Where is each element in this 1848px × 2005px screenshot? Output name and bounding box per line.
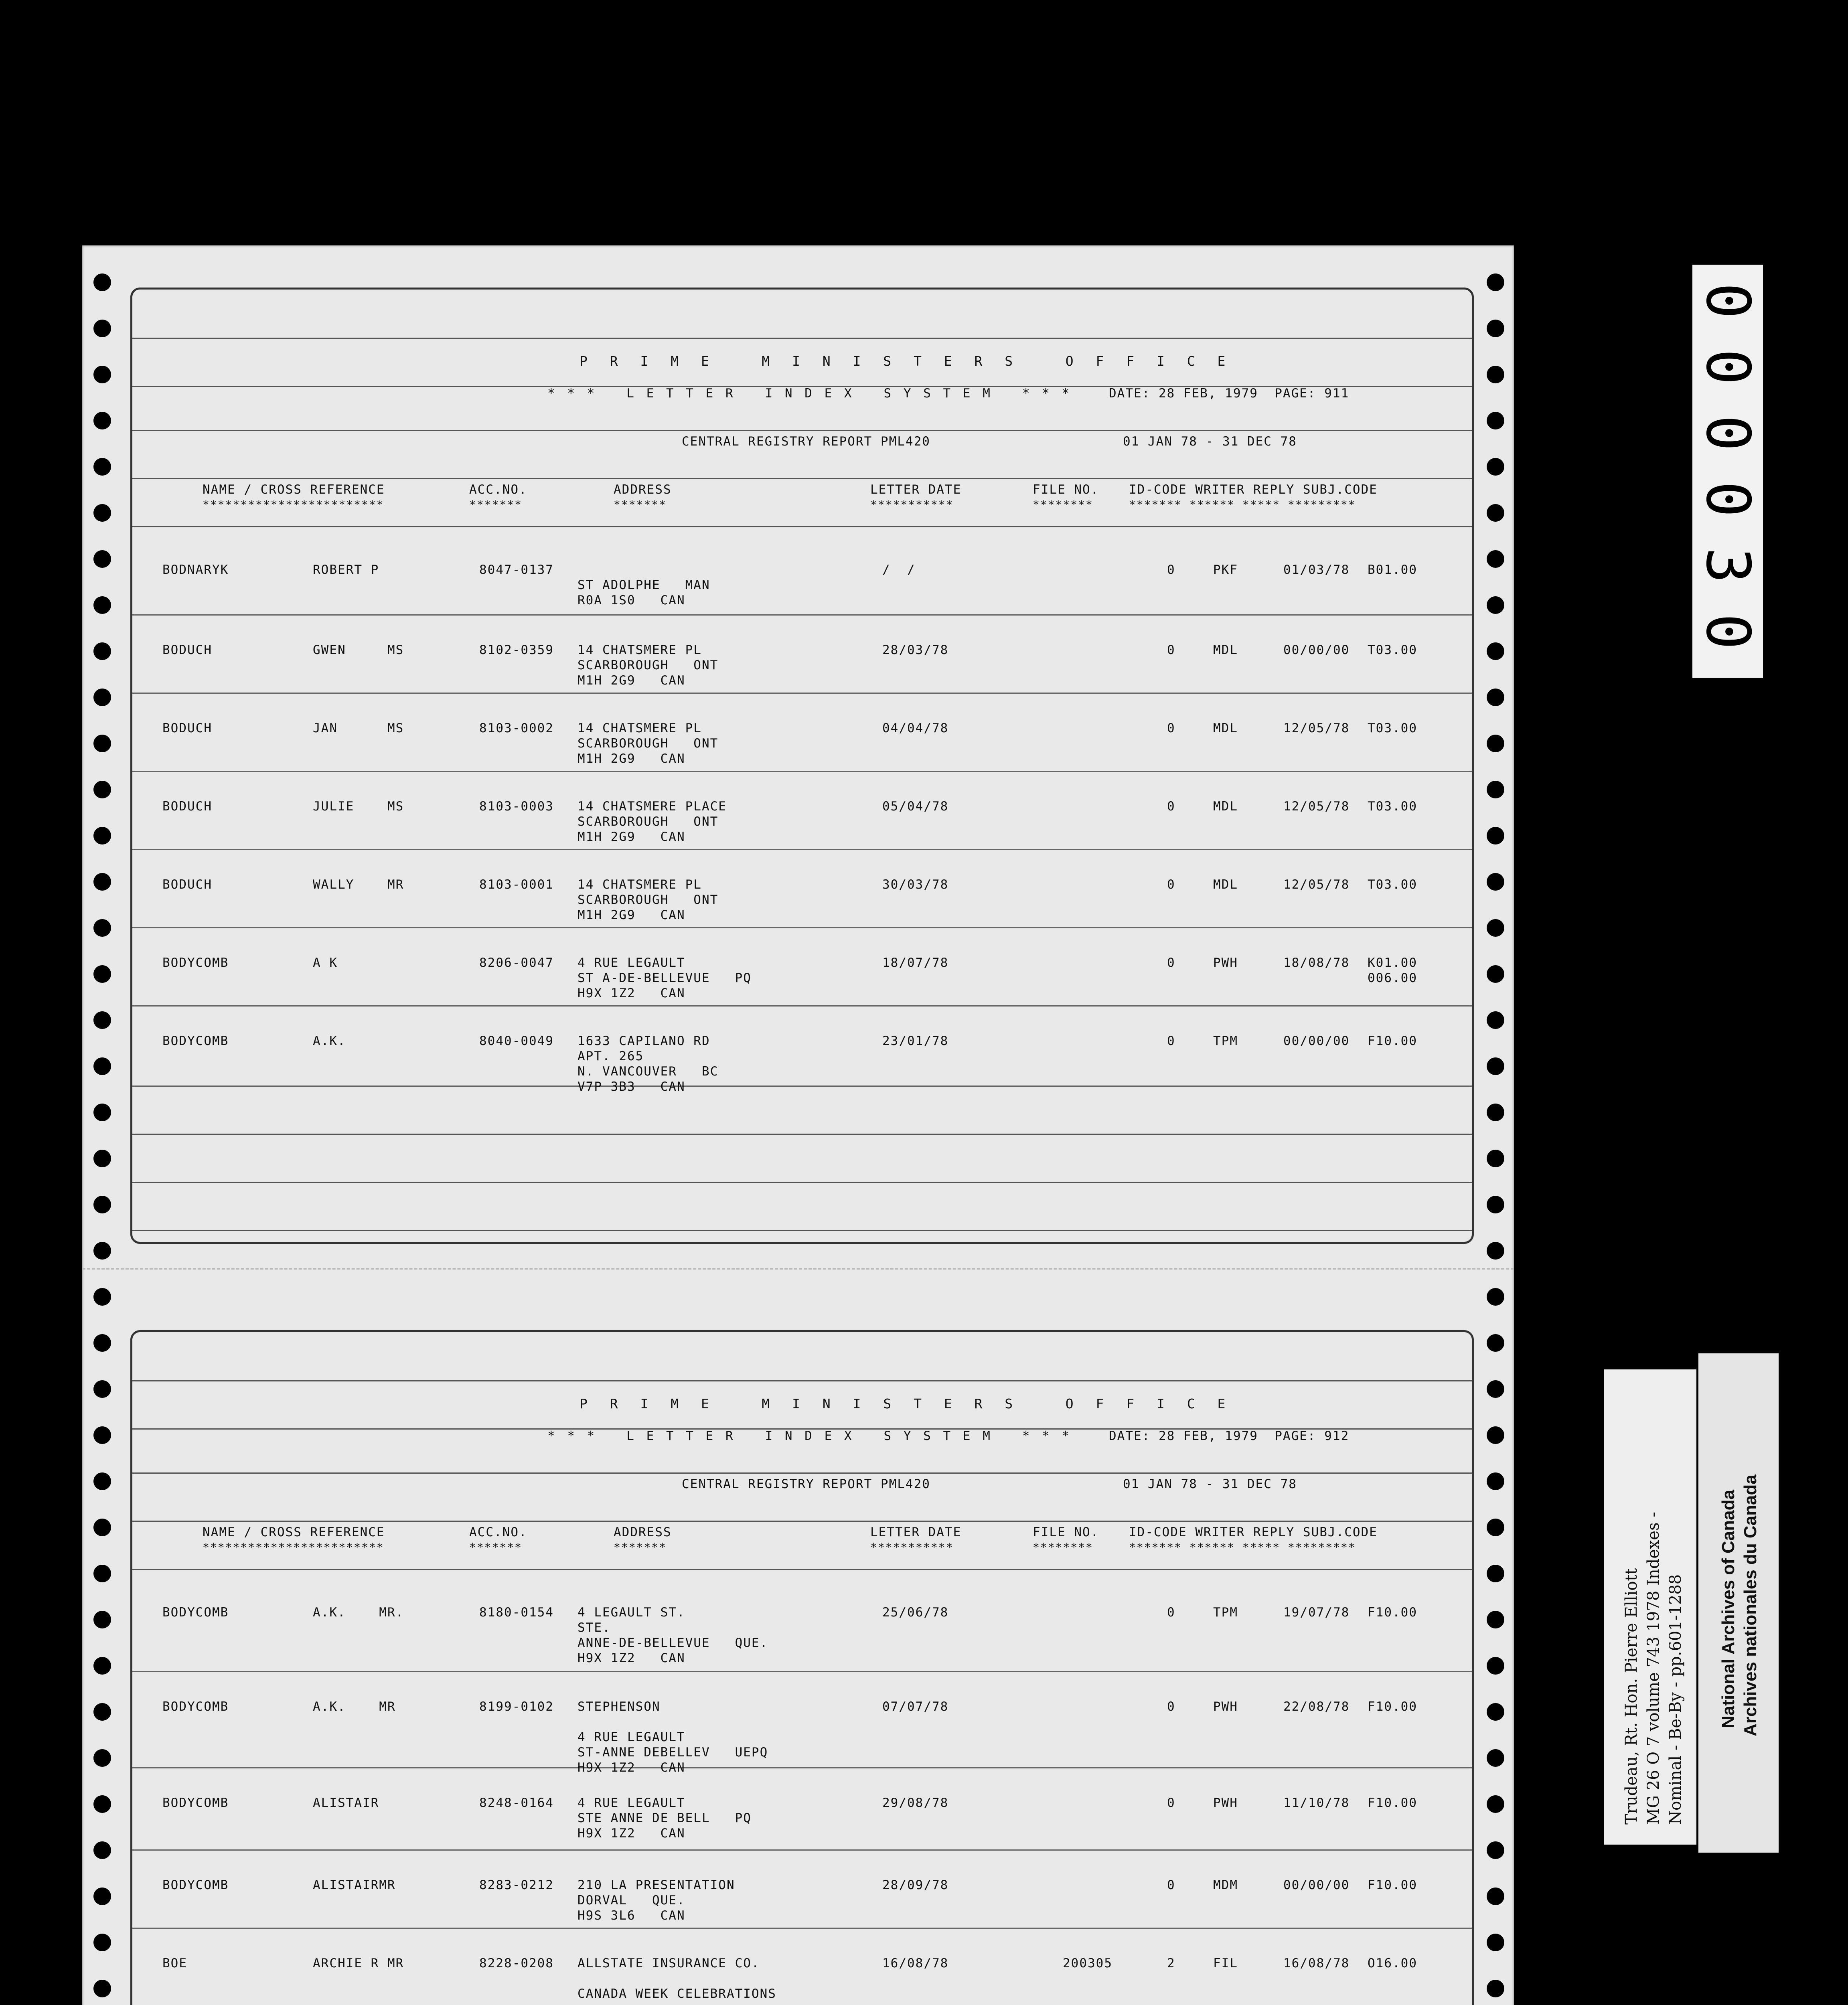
row-subj-code: T03.00 (1368, 643, 1417, 657)
row-writer: PWH (1213, 1699, 1238, 1714)
row-surname: BODNARYK (162, 563, 229, 577)
feed-hole (1487, 873, 1504, 891)
row-letter-date: 28/03/78 (882, 643, 949, 657)
row-writer: TPM (1213, 1605, 1238, 1620)
row-letter-date: 30/03/78 (882, 877, 949, 892)
feed-hole (1487, 1334, 1504, 1352)
row-address-line: 4 LEGAULT ST. (578, 1605, 685, 1620)
feed-hole (93, 689, 111, 706)
row-address-line: N. VANCOUVER BC (578, 1064, 719, 1079)
row-id-code: 0 (1167, 1605, 1175, 1620)
feed-hole (93, 1334, 111, 1352)
row-address-line: ALLSTATE INSURANCE CO. (578, 1956, 760, 1971)
feed-hole (93, 273, 111, 291)
row-given-name: WALLY MR (313, 877, 404, 892)
feed-hole (93, 781, 111, 798)
row-given-name: JULIE MS (313, 799, 404, 814)
row-writer: MDL (1213, 799, 1238, 814)
row-address-line: DORVAL QUE. (578, 1893, 685, 1908)
reference-line-1: Trudeau, Rt. Hon. Pierre Elliott (1622, 1568, 1641, 1825)
table-row (132, 1577, 1472, 1672)
row-acc-no: 8102-0359 (479, 643, 554, 657)
office-title: P R I M E M I N I S T E R S O F F I C E (580, 1396, 1233, 1412)
row-writer: PWH (1213, 956, 1238, 970)
feed-hole (93, 1565, 111, 1582)
col-stars-address: ******* (614, 498, 667, 511)
col-header-address: ADDRESS (614, 1525, 672, 1539)
feed-hole (93, 642, 111, 660)
col-stars-name: ************************ (203, 498, 384, 511)
feed-hole (1487, 1472, 1504, 1490)
table-row (132, 927, 1472, 1007)
row-subj-code: O16.00 (1368, 1956, 1417, 1971)
feed-hole (1487, 366, 1504, 383)
feed-hole (93, 412, 111, 429)
row-writer: MDL (1213, 643, 1238, 657)
feed-hole (1487, 1565, 1504, 1582)
row-subj-code: T03.00 (1368, 877, 1417, 892)
row-writer: PWH (1213, 1796, 1238, 1810)
row-id-code: 0 (1167, 956, 1175, 970)
feed-hole (1487, 735, 1504, 752)
feed-hole (1487, 965, 1504, 983)
reference-line-3: Nominal - Be-By - pp.601-1288 (1666, 1574, 1685, 1825)
row-surname: BODYCOMB (162, 1034, 229, 1048)
table-row (132, 771, 1472, 850)
archive-name-en: National Archives of Canada (1718, 1490, 1738, 1728)
row-address-line: 4 RUE LEGAULT (578, 1796, 685, 1810)
row-subj-code: F10.00 (1368, 1034, 1417, 1048)
row-reply-date: 00/00/00 (1283, 1878, 1350, 1892)
report-name: CENTRAL REGISTRY REPORT PML420 (682, 1477, 930, 1491)
row-address-line: ST-ANNE DEBELLEV UEPQ (578, 1745, 768, 1760)
row-id-code: 0 (1167, 1034, 1175, 1048)
row-address-line: M1H 2G9 CAN (578, 673, 685, 688)
row-address-line: STEPHENSON (578, 1699, 661, 1714)
col-stars-name: ************************ (203, 1541, 384, 1554)
row-given-name: A.K. MR (313, 1699, 396, 1714)
feed-hole (1487, 320, 1504, 337)
feed-hole (1487, 1288, 1504, 1306)
frame-digit: 3 (1693, 547, 1763, 584)
row-given-name: JAN MS (313, 721, 404, 735)
row-reply-date: 16/08/78 (1283, 1956, 1350, 1971)
col-stars-file: ******** (1033, 1541, 1093, 1554)
row-subj-code-2: 006.00 (1368, 971, 1417, 985)
row-address-line: 210 LA PRESENTATION (578, 1878, 735, 1892)
feed-hole (1487, 1795, 1504, 1813)
feed-hole (93, 1426, 111, 1444)
row-surname: BODUCH (162, 877, 212, 892)
row-given-name: ROBERT P (313, 563, 379, 577)
office-title: P R I M E M I N I S T E R S O F F I C E (580, 353, 1233, 369)
feed-hole (1487, 1703, 1504, 1721)
row-surname: BODUCH (162, 643, 212, 657)
archive-label (1698, 1353, 1779, 1853)
col-header-right: ID-CODE WRITER REPLY SUBJ.CODE (1129, 482, 1378, 497)
row-address-line: SCARBOROUGH ONT (578, 658, 719, 672)
frame-digit: 0 (1693, 348, 1763, 385)
table-row (132, 1849, 1472, 1929)
row-acc-no: 8103-0002 (479, 721, 554, 735)
row-letter-date: 04/04/78 (882, 721, 949, 735)
feed-hole (1487, 1934, 1504, 1951)
row-reply-date: 12/05/78 (1283, 721, 1350, 735)
col-header-right: ID-CODE WRITER REPLY SUBJ.CODE (1129, 1525, 1378, 1539)
row-subj-code: F10.00 (1368, 1796, 1417, 1810)
feed-hole (1487, 1519, 1504, 1536)
row-address-line: V7P 3B3 CAN (578, 1079, 685, 1094)
feed-hole (1487, 1242, 1504, 1260)
row-id-code: 0 (1167, 721, 1175, 735)
report-page-911 (130, 288, 1474, 1244)
col-header-letter-date: LETTER DATE (870, 482, 962, 497)
row-letter-date: 18/07/78 (882, 956, 949, 970)
row-id-code: 0 (1167, 1796, 1175, 1810)
row-id-code: 0 (1167, 563, 1175, 577)
col-header-file-no: FILE NO. (1033, 1525, 1099, 1539)
row-address-line: ST ADOLPHE MAN (578, 578, 710, 592)
row-address-line: M1H 2G9 CAN (578, 751, 685, 766)
row-reply-date: 12/05/78 (1283, 877, 1350, 892)
frame-digit: 0 (1693, 481, 1763, 518)
frame-digit: 0 (1693, 415, 1763, 452)
feed-hole (93, 1888, 111, 1905)
col-stars-right: ******* ****** ***** ********* (1129, 1541, 1356, 1554)
row-subj-code: F10.00 (1368, 1878, 1417, 1892)
feed-hole (93, 1380, 111, 1398)
feed-hole (93, 1472, 111, 1490)
col-header-address: ADDRESS (614, 482, 672, 497)
row-file-no: 200305 (1063, 1956, 1112, 1971)
table-row (132, 693, 1472, 772)
row-given-name: ALISTAIRMR (313, 1878, 396, 1892)
row-subj-code: K01.00 (1368, 956, 1417, 970)
report-period: 01 JAN 78 - 31 DEC 78 (1123, 1477, 1297, 1491)
row-reply-date: 12/05/78 (1283, 799, 1350, 814)
feed-hole (1487, 1611, 1504, 1628)
row-address-line: 1633 CAPILANO RD (578, 1034, 710, 1048)
feed-hole (93, 965, 111, 983)
table-row (132, 534, 1472, 616)
feed-hole (1487, 1841, 1504, 1859)
row-given-name: GWEN MS (313, 643, 404, 657)
feed-hole (1487, 642, 1504, 660)
table-row (132, 1767, 1472, 1851)
row-given-name: ARCHIE R MR (313, 1956, 404, 1971)
row-reply-date: 22/08/78 (1283, 1699, 1350, 1714)
system-title: * * * L E T T E R I N D E X S Y S T E M * * * (547, 1429, 1072, 1443)
row-letter-date: 05/04/78 (882, 799, 949, 814)
col-stars-right: ******* ****** ***** ********* (1129, 498, 1356, 511)
feed-hole (93, 1657, 111, 1675)
row-writer: MDL (1213, 721, 1238, 735)
row-address-line: STE. (578, 1620, 611, 1635)
feed-hole (93, 596, 111, 614)
row-address-line: M1H 2G9 CAN (578, 908, 685, 922)
feed-hole (1487, 1888, 1504, 1905)
row-letter-date: / / (882, 563, 916, 577)
feed-hole (1487, 1057, 1504, 1075)
row-address-line: H9X 1Z2 CAN (578, 1760, 685, 1775)
feed-hole (1487, 1426, 1504, 1444)
row-reply-date: 00/00/00 (1283, 643, 1350, 657)
frame-number-tag (1692, 265, 1763, 678)
feed-hole (1487, 1011, 1504, 1029)
table-row (132, 1005, 1472, 1094)
col-stars-date: *********** (870, 1541, 954, 1554)
frame-digit: 0 (1693, 613, 1763, 650)
row-address-line: 14 CHATSMERE PL (578, 643, 702, 657)
feed-hole (93, 1288, 111, 1306)
feed-hole (93, 1934, 111, 1951)
report-period: 01 JAN 78 - 31 DEC 78 (1123, 434, 1297, 449)
table-row (132, 614, 1472, 694)
feed-hole (1487, 1196, 1504, 1213)
row-subj-code: F10.00 (1368, 1605, 1417, 1620)
row-writer: FIL (1213, 1956, 1238, 1971)
row-address-line: R0A 1S0 CAN (578, 593, 685, 608)
feed-hole (93, 919, 111, 937)
feed-hole (1487, 1104, 1504, 1121)
row-letter-date: 23/01/78 (882, 1034, 949, 1048)
feed-hole (93, 504, 111, 522)
row-address-line: STE ANNE DE BELL PQ (578, 1811, 752, 1825)
col-header-name: NAME / CROSS REFERENCE (203, 482, 385, 497)
row-reply-date: 11/10/78 (1283, 1796, 1350, 1810)
row-address-line: 14 CHATSMERE PL (578, 877, 702, 892)
report-date-page: DATE: 28 FEB, 1979 PAGE: 911 (1109, 386, 1350, 401)
row-acc-no: 8040-0049 (479, 1034, 554, 1048)
feed-hole (93, 1011, 111, 1029)
row-reply-date: 01/03/78 (1283, 563, 1350, 577)
row-writer: TPM (1213, 1034, 1238, 1048)
row-given-name: A.K. MR. (313, 1605, 404, 1620)
feed-hole (93, 320, 111, 337)
row-surname: BODUCH (162, 799, 212, 814)
col-stars-file: ******** (1033, 498, 1093, 511)
feed-hole (1487, 1150, 1504, 1167)
frame-digit: 0 (1693, 282, 1763, 319)
row-acc-no: 8103-0003 (479, 799, 554, 814)
feed-hole (93, 458, 111, 476)
row-acc-no: 8248-0164 (479, 1796, 554, 1810)
row-address-line: CANADA WEEK CELEBRATIONS (578, 1987, 776, 2001)
feed-hole (93, 735, 111, 752)
row-subj-code: T03.00 (1368, 799, 1417, 814)
feed-hole (1487, 1749, 1504, 1767)
col-stars-acc: ******* (469, 1541, 523, 1554)
reference-line-2: MG 26 O 7 volume 743 1978 Indexes - (1644, 1512, 1663, 1825)
feed-hole (93, 873, 111, 891)
row-subj-code: T03.00 (1368, 721, 1417, 735)
row-address-line: M1H 2G9 CAN (578, 830, 685, 844)
feed-hole (93, 1057, 111, 1075)
col-header-name: NAME / CROSS REFERENCE (203, 1525, 385, 1539)
row-address-line: H9S 3L6 CAN (578, 1908, 685, 1923)
feed-hole (1487, 689, 1504, 706)
row-subj-code: B01.00 (1368, 563, 1417, 577)
col-stars-acc: ******* (469, 498, 523, 511)
feed-hole (1487, 596, 1504, 614)
row-address-line: 4 RUE LEGAULT (578, 956, 685, 970)
row-surname: BODUCH (162, 721, 212, 735)
archive-name-fr: Archives nationales du Canada (1741, 1474, 1760, 1736)
feed-hole (93, 550, 111, 568)
feed-hole (93, 1150, 111, 1167)
feed-hole (1487, 1980, 1504, 1997)
row-address-line: ST A-DE-BELLEVUE PQ (578, 971, 752, 985)
feed-hole (93, 1980, 111, 1997)
table-row (132, 1928, 1472, 2005)
feed-hole (1487, 827, 1504, 845)
row-subj-code: F10.00 (1368, 1699, 1417, 1714)
feed-hole (93, 1196, 111, 1213)
row-given-name: ALISTAIR (313, 1796, 379, 1810)
row-address-line: SCARBOROUGH ONT (578, 814, 719, 829)
feed-hole (1487, 273, 1504, 291)
row-writer: MDM (1213, 1878, 1238, 1892)
feed-hole (1487, 412, 1504, 429)
feed-hole (93, 1841, 111, 1859)
row-given-name: A K (313, 956, 338, 970)
row-address-line: H9X 1Z2 CAN (578, 1651, 685, 1665)
feed-hole (93, 1611, 111, 1628)
col-header-letter-date: LETTER DATE (870, 1525, 962, 1539)
col-stars-date: *********** (870, 498, 954, 511)
row-address-line: H9X 1Z2 CAN (578, 1826, 685, 1841)
row-reply-date: 18/08/78 (1283, 956, 1350, 970)
system-title: * * * L E T T E R I N D E X S Y S T E M * * * (547, 386, 1072, 401)
row-surname: BODYCOMB (162, 1605, 229, 1620)
row-acc-no: 8283-0212 (479, 1878, 554, 1892)
feed-hole (93, 827, 111, 845)
printout-sheet (82, 245, 1514, 2005)
row-surname: BOE (162, 1956, 187, 1971)
row-address-line: SCARBOROUGH ONT (578, 736, 719, 751)
row-letter-date: 28/09/78 (882, 1878, 949, 1892)
feed-hole (1487, 550, 1504, 568)
feed-hole (93, 366, 111, 383)
row-reply-date: 19/07/78 (1283, 1605, 1350, 1620)
col-header-file-no: FILE NO. (1033, 482, 1099, 497)
row-letter-date: 07/07/78 (882, 1699, 949, 1714)
col-header-acc: ACC.NO. (469, 482, 527, 497)
report-date-page: DATE: 28 FEB, 1979 PAGE: 912 (1109, 1429, 1350, 1443)
feed-hole (1487, 1380, 1504, 1398)
row-writer: PKF (1213, 563, 1238, 577)
row-surname: BODYCOMB (162, 1796, 229, 1810)
report-name: CENTRAL REGISTRY REPORT PML420 (682, 434, 930, 449)
feed-hole (1487, 919, 1504, 937)
row-given-name: A.K. (313, 1034, 346, 1048)
row-id-code: 0 (1167, 1878, 1175, 1892)
feed-hole (1487, 458, 1504, 476)
col-stars-address: ******* (614, 1541, 667, 1554)
feed-hole (1487, 504, 1504, 522)
row-letter-date: 16/08/78 (882, 1956, 949, 1971)
row-address-line: APT. 265 (578, 1049, 644, 1063)
row-id-code: 0 (1167, 877, 1175, 892)
row-acc-no: 8199-0102 (479, 1699, 554, 1714)
row-address-line: 14 CHATSMERE PL (578, 721, 702, 735)
feed-hole (93, 1795, 111, 1813)
row-address-line: H9X 1Z2 CAN (578, 986, 685, 1000)
report-page-912 (130, 1330, 1474, 2005)
row-surname: BODYCOMB (162, 956, 229, 970)
feed-hole (1487, 1657, 1504, 1675)
row-address-line: ANNE-DE-BELLEVUE QUE. (578, 1636, 768, 1650)
row-id-code: 2 (1167, 1956, 1175, 1971)
row-surname: BODYCOMB (162, 1699, 229, 1714)
table-row (132, 849, 1472, 928)
row-id-code: 0 (1167, 643, 1175, 657)
feed-hole (93, 1104, 111, 1121)
table-row (132, 1671, 1472, 1775)
row-acc-no: 8206-0047 (479, 956, 554, 970)
row-reply-date: 00/00/00 (1283, 1034, 1350, 1048)
row-id-code: 0 (1167, 1699, 1175, 1714)
feed-hole (93, 1703, 111, 1721)
feed-hole (93, 1242, 111, 1260)
row-acc-no: 8047-0137 (479, 563, 554, 577)
feed-hole (93, 1749, 111, 1767)
row-acc-no: 8103-0001 (479, 877, 554, 892)
row-address-line: SCARBOROUGH ONT (578, 893, 719, 907)
perforation-line (82, 1268, 1514, 1270)
reference-label (1604, 1369, 1696, 1845)
feed-hole (93, 1519, 111, 1536)
row-surname: BODYCOMB (162, 1878, 229, 1892)
row-address-line: 14 CHATSMERE PLACE (578, 799, 727, 814)
row-acc-no: 8228-0208 (479, 1956, 554, 1971)
row-letter-date: 29/08/78 (882, 1796, 949, 1810)
row-address-line: 4 RUE LEGAULT (578, 1730, 685, 1744)
row-letter-date: 25/06/78 (882, 1605, 949, 1620)
col-header-acc: ACC.NO. (469, 1525, 527, 1539)
row-writer: MDL (1213, 877, 1238, 892)
feed-hole (1487, 781, 1504, 798)
row-acc-no: 8180-0154 (479, 1605, 554, 1620)
row-id-code: 0 (1167, 799, 1175, 814)
